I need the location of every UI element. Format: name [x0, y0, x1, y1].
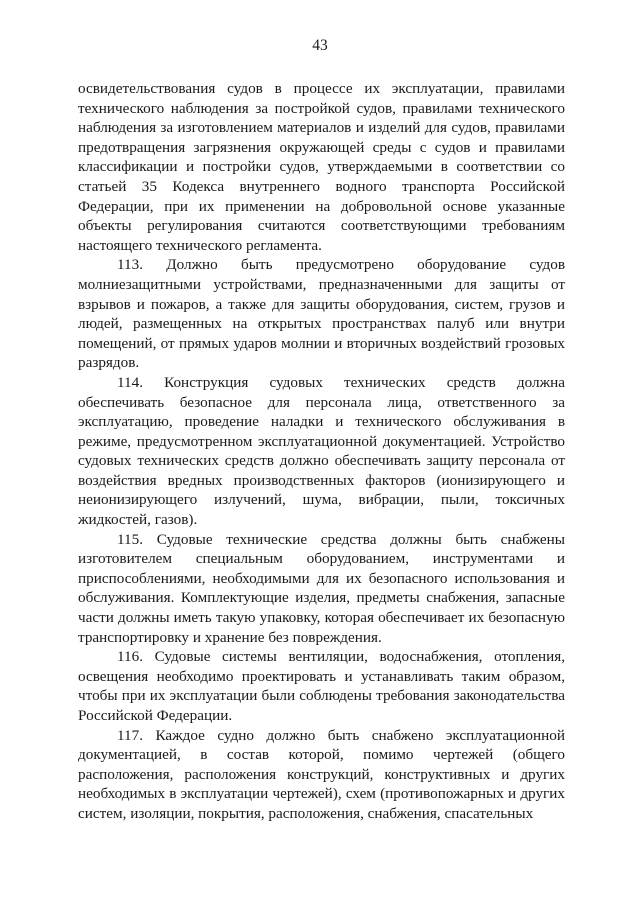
paragraph-117: 117. Каждое судно должно быть снабжено эксплуатационной документацией, в состав которой, помимо чертежей (общего расположения, расположения конструкций, конструктивных и других необходимых в эксплуатации чертежей), схем (противопожарных и других систем, изоляции, покрытия, расположения, снабжения, спасательных [78, 726, 565, 822]
paragraph-continuation: освидетельствования судов в процессе их эксплуатации, правилами технического наблюдения за постройкой судов, правилами технического наблюдения за изготовлением материалов и изделий для судов, правилами предотвращения загрязнения окружающей среды с судов и правилами классификации и постройки судов, утверждаемыми в соответствии со статьей 35 Кодекса внутреннего водного транспорта Российской Федерации, при их применении на добровольной основе указанные объекты регулирования считаются соответствующими требованиям настоящего технического регламента. [78, 80, 565, 254]
page-number: 43 [312, 37, 328, 54]
paragraph-113: 113. Должно быть предусмотрено оборудование судов молниезащитными устройствами, предназначенными для защиты от взрывов и пожаров, а также для защиты оборудования, систем, грузов и людей, размещенных на открытых пространствах палуб или внутри помещений, от прямых ударов молнии и вторичных воздействий грозовых разрядов. [78, 256, 565, 372]
paragraph-115: 115. Судовые технические средства должны быть снабжены изготовителем специальным оборудованием, инструментами и приспособлениями, необходимыми для их безопасного использования и обслуживания. Комплектующие изделия, предметы снабжения, запасные части должны иметь такую упаковку, которая обеспечивает их безопасную транспортировку и хранение без повреждения. [78, 530, 565, 646]
paragraph-114: 114. Конструкция судовых технических средств должна обеспечивать безопасное для персонала лица, ответственного за эксплуатацию, проведение наладки и технического обслуживания в режиме, предусмотренном эксплуатационной документацией. Устройство судовых технических средств должно обеспечивать защиту персонала от воздействия вредных производственных факторов (ионизирующего и неионизирующего излучений, шума, вибрации, пыли, токсичных жидкостей, газов). [78, 373, 565, 529]
document-body [78, 79, 565, 824]
paragraph-116: 116. Судовые системы вентиляции, водоснабжения, отопления, освещения необходимо проектировать и устанавливать таким образом, чтобы при их эксплуатации были соблюдены требования законодательства Российской Федерации. [78, 648, 565, 724]
